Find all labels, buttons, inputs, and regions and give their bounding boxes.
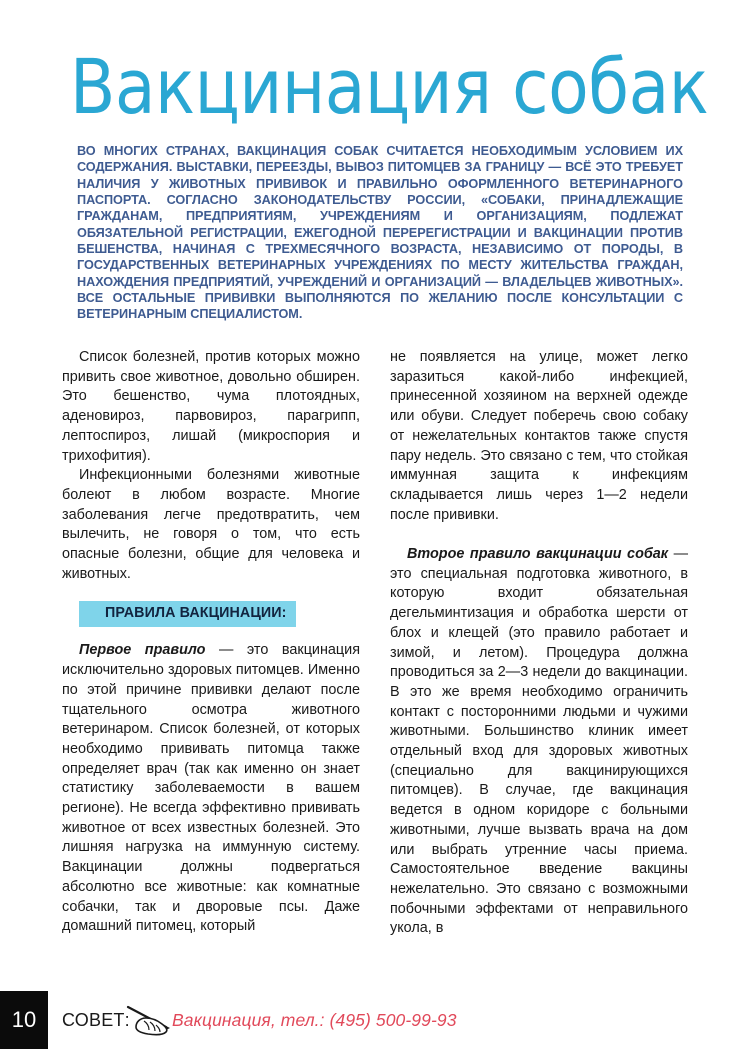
page-number: 10	[11, 1007, 37, 1032]
right-column	[390, 348, 688, 958]
section-heading-vaccination-rules: ПРАВИЛА ВАКЦИНАЦИИ:	[79, 601, 296, 627]
footer-brand-label: СОВЕТ:	[62, 1010, 130, 1030]
footer-contact-info: Вакцинация, тел.: (495) 500-99-93	[172, 1010, 457, 1030]
paragraph-rule-one	[62, 641, 360, 937]
paragraph-infectious-diseases: Инфекционными болезнями животные болеют в любом возрасте. Многие заболевания легче предотвратить, чем вылечить, не говоря о том, что есть опасные болезни, общие для человека и животных.	[62, 467, 360, 582]
rule-two-lead-in: Второе правило вакцинации собак	[407, 546, 669, 563]
section-heading-row	[62, 584, 360, 641]
left-column	[62, 348, 360, 958]
paragraph-rule-two	[390, 545, 688, 939]
page-footer	[0, 991, 750, 1049]
rule-two-body: — это специальная подготовка животного, в которую входит обязательная дегельминтизация и обработка шерсти от блох и клещей (это правило работает и зимой, и летом). Процедура должна проводиться за 2—3 недели до вакцинации. В это же время необходимо ограничить контакт с посторонними людьми и чужими животными. Большинство клиник имеет отдельный вход для здоровых животных (специально для вакцинирующихся питомцев). В случае, где вакцинация ведется в одном коридоре с больными животными, лучше вызвать врача на дом или выбрать утренние часы приема. Самостоятельное введение вакцины нежелательно. Это связано с возможными побочными эффектами от неправильного укола, в	[390, 546, 688, 937]
title-block	[0, 42, 750, 131]
body-columns	[62, 348, 688, 958]
hand-writing-pen-icon	[122, 1005, 178, 1037]
rule-one-body: — это вакцинация исключительно здоровых питомцев. Именно по этой причине прививки делают после тщательного осмотра животного ветеринаром. Список болезней, от которых необходимо прививать питомца также определяет врач (так как именно он знает статистику заболеваемости в вашем регионе). Не всегда эффективно прививать животное от всех известных болезней. Это лишняя нагрузка на иммунную систему. Вакцинации должны подвергаться абсолютно все животные: как комнатные собачки, так и дворовые псы. Даже домашний питомец, который	[62, 642, 360, 935]
paragraph-continuation: не появляется на улице, может легко заразиться какой-либо инфекцией, принесенной хозяином на верхней одежде или обуви. Следует поберечь свою собаку от нежелательных контактов также спустя пару недель. Это связано с тем, что стойкая иммунная защита к инфекциям складывается лишь через 1—2 недели после прививки.	[390, 349, 688, 523]
rule-one-lead-in: Первое правило	[79, 642, 206, 659]
paragraph-diseases-list: Список болезней, против которых можно привить свое животное, довольно обширен. Это бешенство, чума плотоядных, аденовироз, парвовироз, парагрипп, лептоспироз, лишай (микроспория и трихофития).	[62, 349, 360, 464]
intro-paragraph: ВО МНОГИХ СТРАНАХ, ВАКЦИНАЦИЯ СОБАК СЧИТАЕТСЯ НЕОБХОДИМЫМ УСЛОВИЕМ ИХ СОДЕРЖАНИЯ. ВЫСТАВКИ, ПЕРЕЕЗДЫ, ВЫВОЗ ПИТОМЦЕВ ЗА ГРАНИЦУ — ВСЁ ЭТО ТРЕБУЕТ НАЛИЧИЯ У ЖИВОТНЫХ ПРИВИВОК И ПРАВИЛЬНО ОФОРМЛЕННОГО ВЕТЕРИНАРНОГО ПАСПОРТА. СОГЛАСНО ЗАКОНОДАТЕЛЬСТВУ РОССИИ, «СОБАКИ, ПРИНАДЛЕЖАЩИЕ ГРАЖДАНАМ, ПРЕДПРИЯТИЯМ, УЧРЕЖДЕНИЯМ И ОРГАНИЗАЦИЯМ, ПОДЛЕЖАТ ОБЯЗАТЕЛЬНОЙ РЕГИСТРАЦИИ, ЕЖЕГОДНОЙ ПЕРЕРЕГИСТРАЦИИ И ВАКЦИНАЦИИ ПРОТИВ БЕШЕНСТВА, НАЧИНАЯ С ТРЕХМЕСЯЧНОГО ВОЗРАСТА, НЕЗАВИСИМО ОТ ПОРОДЫ, В ГОСУДАРСТВЕННЫХ ВЕТЕРИНАРНЫХ УЧРЕЖДЕНИЯХ ПО МЕСТУ ЖИТЕЛЬСТВА ГРАЖДАН, НАХОЖДЕНИЯ ПРЕДПРИЯТИЙ, УЧРЕЖДЕНИЙ И ОРГАНИЗАЦИЙ — ВЛАДЕЛЬЦЕВ ЖИВОТНЫХ». ВСЕ ОСТАЛЬНЫЕ ПРИВИВКИ ВЫПОЛНЯЮТСЯ ПО ЖЕЛАНИЮ ПОСЛЕ КОНСУЛЬТАЦИИ С ВЕТЕРИНАРНЫМ СПЕЦИАЛИСТОМ.	[77, 144, 683, 322]
page-title: Вакцинация собак	[69, 42, 709, 131]
